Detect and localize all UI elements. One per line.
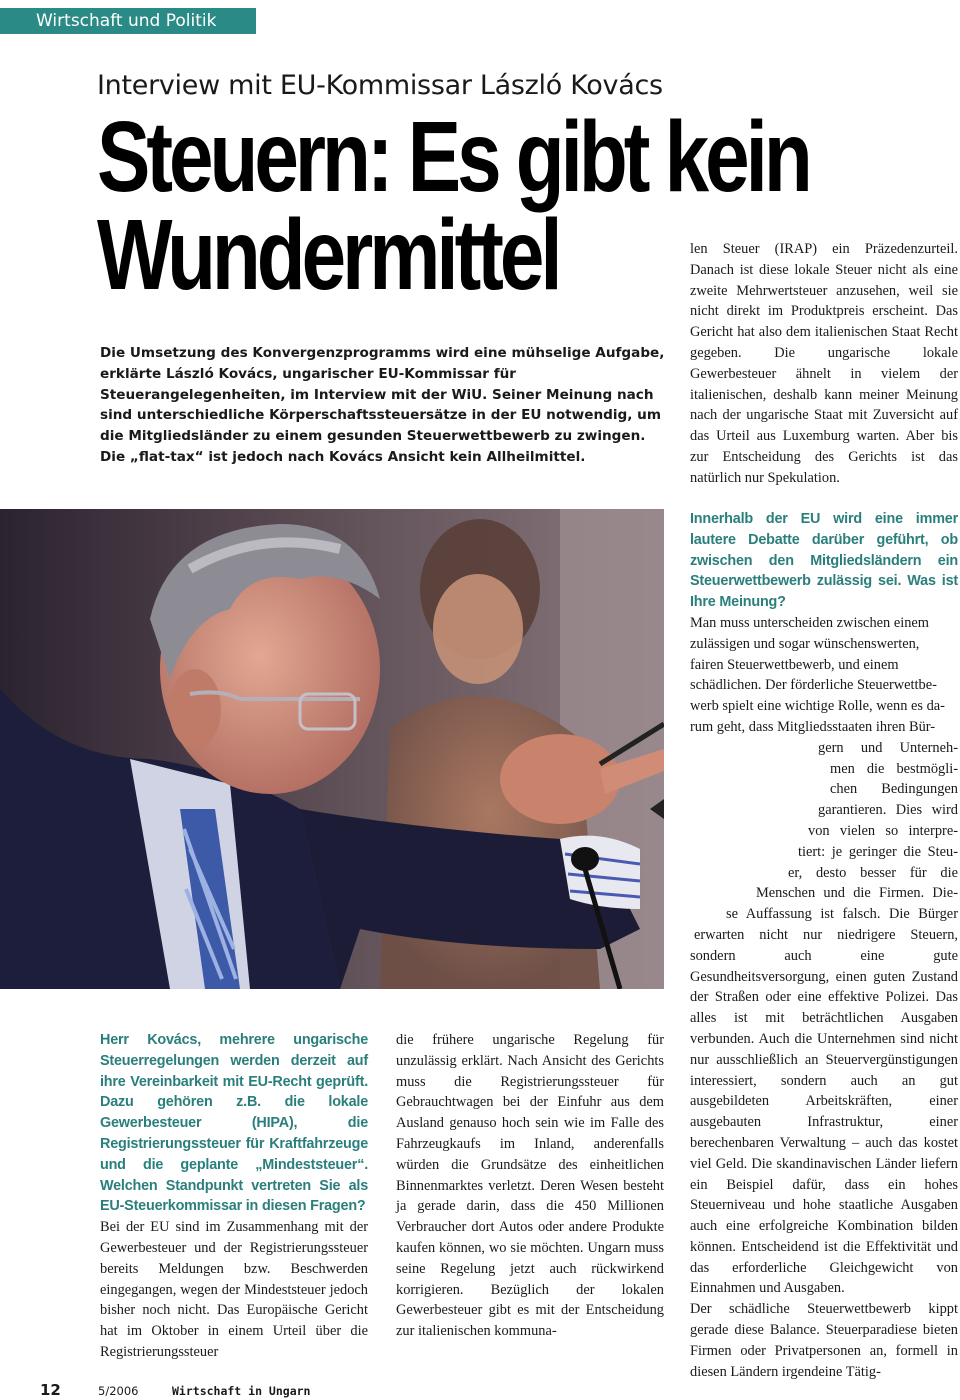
article-lead: Die Umsetzung des Konvergenzprogramms wird eine mühselige Aufgabe, erklärte László Kovács, ungarischer EU-Kommissar für Steuerangelegenheiten, im Interview mit der WiU. Seiner Meinung nach sind unterschiedliche Körperschaftssteuersätze in der EU notwendig, um die Mitgliedsländer zu einem gesunden Steuerwettbewerb zu zwingen. Die „flat-tax“ ist jedoch nach Kovács Ansicht kein Allheilmittel.	[100, 345, 665, 465]
answer-2-wrap-line: erwarten nicht nur niedrigere Steuern,	[694, 926, 958, 943]
headline-line-2: Wundermittel	[97, 199, 559, 311]
answer-2-line: Man muss unterscheiden zwischen einem	[690, 614, 929, 631]
column-right-top	[690, 239, 958, 489]
issue-label: 5/2006	[98, 1384, 139, 1398]
article-headline	[97, 101, 809, 311]
answer-2-wrap-line: men die bestmögli-	[830, 760, 958, 777]
answer-2-wrap-lines	[690, 738, 958, 946]
kovacs-photo-illustration	[0, 509, 664, 989]
answer-2-full-lines	[690, 613, 958, 738]
interview-answer-1-part-1: Bei der EU sind im Zusammenhang mit der Gewerbesteuer und der Registrierungssteuer bereits Meldungen bzw. Beschwerden eingegangen, wegen der Mindeststeuer jedoch bisher noch nicht. Das Europäische Gericht hat im Oktober in einem Urteil über die Registrierungssteuer	[100, 1219, 368, 1360]
column-left-bottom	[100, 1030, 368, 1363]
interview-answer-2-rest-2: Der schädliche Steuerwettbewerb kippt gerade diese Balance. Steuerparadiese bieten Firmen oder Privatpersonen an, formell in diesen Ländern irgendeine Tätig-	[690, 1301, 958, 1380]
answer-2-wrap-line: von vielen so interpre-	[808, 822, 958, 839]
headline-line-1: Steuern: Es gibt kein	[97, 101, 809, 213]
answer-2-line: schädlichen. Der förderliche Steuerwettbe-	[690, 677, 937, 694]
answer-2-wrap-line: garantieren. Dies wird	[818, 802, 958, 819]
magazine-name: Wirtschaft in Ungarn	[172, 1384, 311, 1398]
interview-question-1: Herr Kovács, mehrere ungarische Steuerregelungen werden derzeit auf ihre Vereinbarkeit mit EU-Recht geprüft. Dazu gehören z.B. die lokale Gewerbesteuer (HIPA), die Registrierungssteuer für Kraftfahrzeuge und die geplante „Mindeststeuer“. Welchen Standpunkt vertreten Sie als EU-Steuerkommissar in diesen Fragen?	[100, 1032, 368, 1215]
answer-2-line: rum geht, dass Mitgliedsstaaten ihren Bür-	[690, 718, 936, 735]
interview-question-2: Innerhalb der EU wird eine immer lautere Debatte darüber geführt, ob zwischen den Mitgliedsländern ein Steuerwettbewerb zulässig sei. Was ist Ihre Meinung?	[690, 511, 958, 611]
interview-answer-1-part-2: die frühere ungarische Regelung für unzulässig erklärt. Nach Ansicht des Gerichts muss die Registrierungssteuer für Gebrauchtwagen bei der Einfuhr aus dem Ausland genauso hoch sein wie im Falle des Fahrzeugkaufs im Inland, anderenfalls würden die Grundsätze des einheitlichen Binnenmarktes verletzt. Deren Wesen besteht ja gerade darin, dass die 450 Millionen Verbraucher dort Autos oder andere Produkte kaufen können, wo sie möchten. Ungarn muss seine Regelung jetzt auch rückwirkend korrigieren. Bezüglich der lokalen Gewerbesteuer gibt es mit der Entscheidung zur italienischen kommuna-	[396, 1032, 664, 1340]
answer-2-line: zulässigen und sogar wünschenswerten,	[690, 635, 920, 652]
answer-2-line: werb spielt eine wichtige Rolle, wenn es da-	[690, 698, 945, 715]
interview-answer-2-rest: sondern auch eine gute Gesundheitsversorgung, einen guten Zustand der Straßen oder eine effektive Polizei. Das alles ist mit beträchtlichen Ausgaben verbunden. Auch die Unternehmen sind nicht nur ausschließlich an Steuervergünstigungen interessiert, sondern auch an gut ausgebildeten Arbeitskräften, einer ausgebauten Infrastruktur, einer berechenbaren Verwaltung – auch das kostet viel Geld. Die skandinavischen Länder liefern ein Beispiel dafür, dass ein hohes Steuerniveau und hohe staatliche Ausgaben auch eine erfolgreiche Kombination bilden können. Entscheidend ist die Effektivität und das erforderliche Gleichgewicht von Einnahmen und Ausgaben.	[690, 947, 958, 1297]
answer-2-wrap-line: chen Bedingungen	[830, 781, 958, 798]
column-middle-bottom	[396, 1030, 664, 1342]
answer-2-line: fairen Steuerwettbewerb, und einem	[690, 656, 899, 673]
section-label: Wirtschaft und Politik	[0, 8, 256, 34]
answer-2-wrap-line: se Auffassung ist falsch. Die Bürger	[726, 906, 958, 923]
article-kicker: Interview mit EU-Kommissar László Kovács	[97, 70, 663, 101]
answer-2-wrap-line: gern und Unterneh-	[818, 739, 958, 756]
answer-2-wrap-line: Menschen und die Firmen. Die-	[756, 885, 958, 902]
answer-continuation-text: len Steuer (IRAP) ein Präzedenzurteil. Danach ist diese lokale Steuer nicht als eine zweite Mehrwertsteuer anzusehen, weil sie nicht direkt im Produktpreis erscheint. Das Gericht hat also dem italienischen Staat Recht gegeben. Die ungarische lokale Gewerbesteuer ähnelt in vielem der italienischen, deshalb kann meiner Meinung nach der ungarische Staat mit Zuversicht auf das Urteil aus Luxemburg warten. Aber bis zur Entscheidung des Gerichts ist das natürlich nur Spekulation.	[690, 241, 958, 486]
page-number: 12	[40, 1381, 61, 1399]
portrait-photo	[0, 509, 664, 989]
column-right-bottom	[690, 509, 958, 1382]
answer-2-wrap-line: tiert: je geringer die Steu-	[798, 843, 958, 860]
answer-2-wrap-line: er, desto besser für die	[788, 864, 958, 881]
